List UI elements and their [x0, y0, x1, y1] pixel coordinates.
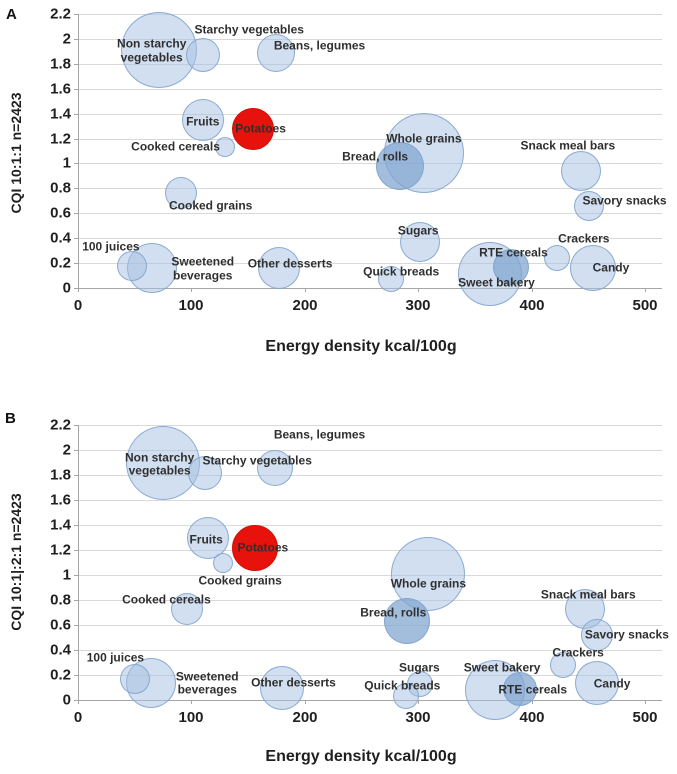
x-axis-title-a: Energy density kcal/100g [265, 338, 457, 355]
bubble-label-savory-snacks [583, 194, 667, 207]
y-tick-label: 2 [62, 30, 71, 48]
bubble-label-line: Fruits [186, 114, 220, 129]
bubble-label-line: Candy [593, 676, 631, 691]
y-tick-label: 2.2 [50, 5, 71, 23]
bubble-label-sweetened-beverages [171, 256, 234, 283]
y-gridline [78, 525, 662, 526]
x-tick-label: 400 [519, 297, 545, 314]
y-axis-title-b: CQI 10:1|:2:1 n=2423 [8, 493, 24, 631]
bubble-label-line: Starchy vegetables [194, 22, 304, 37]
bubble-label-crackers [552, 646, 603, 659]
x-tick-label: 200 [292, 709, 318, 726]
x-tick-mark [645, 288, 646, 292]
bubble-label-savory-snacks [585, 628, 669, 641]
bubble-label-line: Cooked cereals [131, 139, 220, 154]
bubble-label-line: Non starchy [117, 36, 187, 51]
bubble-label-whole-grains [386, 132, 461, 145]
bubble-label-potatoes [235, 122, 286, 135]
bubble-label-cooked-cereals [131, 141, 220, 154]
y-tick-label: 0.4 [50, 229, 71, 247]
x-tick-mark [191, 700, 192, 704]
y-tick-label: 0.8 [50, 179, 71, 197]
x-tick-label: 300 [405, 297, 431, 314]
y-gridline [78, 500, 662, 501]
x-axis-title-b: Energy density kcal/100g [265, 748, 457, 765]
x-tick-mark [78, 288, 79, 292]
bubble-label-fruits [189, 533, 222, 546]
y-gridline [78, 89, 662, 90]
bubble-100-juices [120, 664, 150, 694]
x-tick-mark [645, 700, 646, 704]
y-tick-label: 1 [62, 566, 71, 584]
bubble-label-line: beverages [177, 682, 237, 697]
bubble-label-rte-cereals [479, 246, 548, 259]
bubble-label-100-juices [82, 240, 139, 253]
bubble-label-sweet-bakery [464, 661, 541, 674]
bubble-label-line: 100 juices [82, 239, 140, 254]
y-tick-label: 1.6 [50, 491, 71, 509]
panel-letter-a: A [6, 6, 17, 23]
bubble-label-line: Crackers [552, 644, 604, 659]
bubble-label-line: Sweetened [175, 669, 239, 684]
bubble-label-quick-breads [364, 680, 440, 693]
bubble-label-fruits [186, 116, 219, 129]
bubble-label-starchy-vegetables [202, 455, 311, 468]
bubble-label-sweet-bakery [458, 276, 535, 289]
bubble-label-line: Sweet bakery [463, 659, 541, 674]
x-tick-mark [78, 700, 79, 704]
x-tick-label: 0 [73, 709, 83, 726]
y-tick-label: 0.8 [50, 591, 71, 609]
y-tick-label: 1 [62, 154, 71, 172]
y-gridline [78, 114, 662, 115]
bubble-label-other-desserts [248, 258, 333, 271]
bubble-label-line: vegetables [128, 464, 191, 478]
bubble-label-line: Quick breads [363, 264, 440, 279]
y-tick-label: 2 [62, 441, 71, 459]
x-tick-mark [418, 288, 419, 292]
bubble-label-sugars [398, 224, 439, 237]
y-tick-label: 1.8 [50, 55, 71, 73]
y-axis-line [78, 425, 79, 700]
x-tick-label: 400 [519, 709, 545, 726]
bubble-label-non-starchy-vegetables [125, 452, 194, 479]
y-tick-label: 0.2 [50, 254, 71, 272]
bubble-label-sugars [399, 661, 440, 674]
bubble-label-line: Potatoes [235, 120, 286, 135]
bubble-label-line: Candy [592, 260, 630, 275]
bubble-label-line: Snack meal bars [540, 587, 636, 602]
bubble-label-line: Bread, rolls [360, 604, 427, 619]
y-tick-label: 0.4 [50, 641, 71, 659]
bubble-label-line: Quick breads [364, 678, 441, 693]
bubble-label-line: Sweetened [171, 254, 235, 269]
y-gridline [78, 550, 662, 551]
bubble-label-line: Cooked grains [168, 198, 253, 213]
bubble-label-line: vegetables [120, 50, 183, 65]
bubble-label-sweetened-beverages [176, 670, 239, 697]
y-tick-label: 0 [62, 691, 71, 709]
x-tick-label: 0 [73, 297, 83, 314]
bubble-label-snack-meal-bars [521, 139, 616, 152]
bubble-label-beans-legumes [274, 428, 365, 441]
y-axis-title-a: CQI 10:1:1 n=2423 [8, 92, 24, 214]
x-tick-mark [191, 288, 192, 292]
bubble-label-line: Savory snacks [584, 627, 669, 642]
bubble-label-line: Whole grains [390, 576, 467, 591]
bubble-label-line: Sugars [397, 222, 439, 237]
bubble-label-bread-rolls [360, 606, 426, 619]
bubble-starchy-vegetables [186, 38, 220, 72]
bubble-label-line: 100 juices [86, 649, 145, 664]
bubble-label-line: Beans, legumes [273, 38, 366, 53]
bubble-label-beans-legumes [274, 40, 365, 53]
y-gridline [78, 575, 662, 576]
bubble-label-potatoes [237, 541, 288, 554]
bubble-label-other-desserts [251, 676, 336, 689]
y-axis-line [78, 14, 79, 288]
bubble-label-quick-breads [363, 265, 439, 278]
bubble-label-rte-cereals [498, 683, 567, 696]
panel-letter-b: B [5, 410, 16, 427]
bubble-label-cooked-grains [169, 199, 252, 212]
bubble-label-crackers [558, 233, 609, 246]
bubble-label-line: Crackers [558, 231, 610, 246]
bubble-cooked-grains [213, 553, 233, 573]
bubble-label-line: Potatoes [237, 539, 289, 554]
bubble-label-non-starchy-vegetables [117, 38, 186, 65]
x-tick-label: 100 [178, 709, 204, 726]
bubble-label-100-juices [87, 651, 144, 664]
bubble-label-line: Beans, legumes [273, 427, 366, 442]
bubble-label-line: Fruits [189, 532, 223, 547]
y-tick-label: 1.6 [50, 80, 71, 98]
bubble-label-line: Other desserts [247, 256, 333, 271]
bubble-label-line: Cooked grains [198, 573, 282, 588]
bubble-label-line: Sweet bakery [458, 275, 535, 290]
bubble-label-cooked-cereals [122, 593, 211, 606]
x-tick-label: 300 [405, 709, 431, 726]
y-tick-label: 1.8 [50, 466, 71, 484]
bubble-label-cooked-grains [198, 575, 281, 588]
bubble-snack-meal-bars [561, 151, 601, 191]
bubble-label-whole-grains [391, 577, 466, 590]
x-tick-mark [305, 700, 306, 704]
bubble-label-line: Sugars [398, 659, 440, 674]
y-tick-label: 2.2 [50, 416, 71, 434]
bubble-label-line: Starchy vegetables [202, 453, 312, 468]
bubble-label-line: Snack meal bars [520, 138, 616, 153]
y-tick-label: 0.2 [50, 666, 71, 684]
y-tick-label: 1.2 [50, 541, 71, 559]
bubble-100-juices [117, 251, 147, 281]
y-tick-label: 1.4 [50, 105, 71, 123]
y-tick-label: 1.2 [50, 130, 71, 148]
bubble-label-candy [594, 677, 631, 690]
bubble-label-starchy-vegetables [195, 23, 304, 36]
bubble-label-line: Savory snacks [582, 193, 667, 208]
x-tick-label: 500 [632, 297, 658, 314]
bubble-label-candy [593, 261, 630, 274]
y-tick-label: 0 [62, 279, 71, 297]
bubble-label-line: beverages [173, 268, 233, 283]
x-tick-label: 100 [178, 297, 204, 314]
bubble-label-bread-rolls [342, 151, 408, 164]
bubble-label-line: RTE cereals [479, 245, 548, 260]
bubble-label-line: RTE cereals [498, 682, 568, 697]
y-tick-label: 0.6 [50, 204, 71, 222]
y-tick-label: 0.6 [50, 616, 71, 634]
bubble-label-line: Bread, rolls [342, 149, 409, 164]
bubble-label-snack-meal-bars [541, 588, 636, 601]
x-tick-mark [305, 288, 306, 292]
bubble-label-line: Cooked cereals [122, 592, 211, 607]
x-tick-label: 200 [292, 297, 318, 314]
x-tick-label: 500 [632, 709, 658, 726]
bubble-label-line: Other desserts [251, 674, 336, 689]
bubble-label-line: Whole grains [386, 130, 462, 145]
y-tick-label: 1.4 [50, 516, 71, 534]
bubble-label-line: Non starchy [124, 450, 195, 465]
y-gridline [78, 213, 662, 214]
